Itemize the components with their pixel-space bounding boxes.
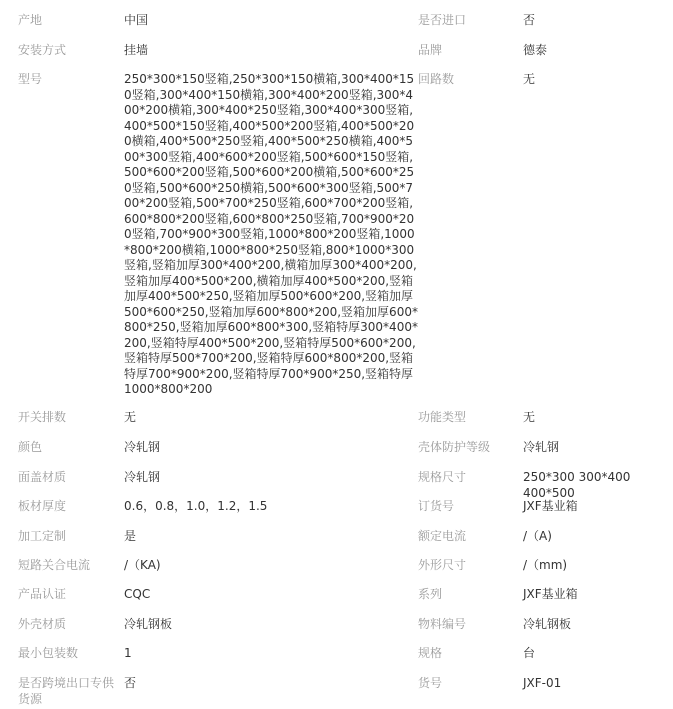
spec-label: 外形尺寸 [418,558,467,572]
spec-label: 外壳材质 [18,617,67,631]
spec-row [0,410,673,426]
spec-label: 产品认证 [18,587,67,601]
spec-row [0,617,673,633]
spec-value: 挂墙 [124,43,149,57]
spec-value: CQC [124,587,151,601]
spec-label: 面盖材质 [18,470,67,484]
spec-label: 额定电流 [418,529,467,543]
spec-value: JXF基业箱 [523,587,578,601]
spec-row [0,470,673,501]
spec-label: 回路数 [418,72,455,86]
spec-label: 是否进口 [418,13,467,27]
spec-label: 加工定制 [18,529,67,543]
spec-label: 品牌 [418,43,443,57]
spec-label: 壳体防护等级 [418,440,491,454]
spec-value: 冷轧钢 [124,470,161,484]
spec-value: /（A) [523,529,552,543]
spec-value: 无 [523,410,536,424]
spec-value: 德泰 [523,43,548,57]
spec-value: 是 [124,529,137,543]
spec-row [0,13,673,29]
spec-value: JXF基业箱 [523,499,578,513]
spec-row [0,440,673,456]
spec-label: 规格尺寸 [418,470,467,484]
spec-value: 1 [124,646,132,660]
spec-value: 否 [124,676,137,690]
spec-label: 短路关合电流 [18,558,91,572]
spec-label: 货号 [418,676,443,690]
spec-value: /（mm) [523,558,568,572]
spec-value: 冷轧钢 [523,440,560,454]
spec-label: 系列 [418,587,443,601]
spec-label: 产地 [18,13,43,27]
spec-label: 型号 [18,72,43,86]
spec-row [0,676,673,707]
spec-label: 是否跨境出口专供货源 [18,676,115,706]
spec-row [0,72,673,398]
spec-label: 颜色 [18,440,43,454]
spec-value: 0.6，0.8，1.0，1.2，1.5 [124,499,268,513]
spec-value: 冷轧钢板 [523,617,572,631]
spec-row [0,558,673,574]
spec-label: 最小包装数 [18,646,79,660]
spec-value-model-list: 250*300*150竖箱,250*300*150横箱,300*400*150竖箱,300*400*150横箱,300*400*200竖箱,300*400*200横箱,300*400*250竖箱,300*400*300竖箱,400*500*150竖箱,400*500*200竖箱,400*500*200横箱,400*500*250竖箱,400*500*250横箱,400*500*300竖箱,400*600*200竖箱,500*600*150竖箱,500*600*200竖箱,500*600*200横箱,500*600*250竖箱,500*600*250横箱,500*600*300竖箱,500*700*200竖箱,500*700*250竖箱,600*700*200竖箱,600*800*200竖箱,600*800*250竖箱,700*900*200竖箱,700*900*300竖箱,1000*800*200竖箱,1000*800*200横箱,1000*800*250竖箱,800*1000*300竖箱,竖箱加厚300*400*200,横箱加厚300*400*200,竖箱加厚400*500*200,横箱加厚400*500*200,竖箱加厚400*500*250,竖箱加厚500*600*200,竖箱加厚500*600*250,竖箱加厚600*800*200,竖箱加厚600*800*250,竖箱加厚600*800*300,竖箱特厚300*400*200,竖箱特厚400*500*200,竖箱特厚500*600*200,竖箱特厚500*700*200,竖箱特厚600*800*200,竖箱特厚700*900*200,竖箱特厚700*900*250,竖箱特厚1000*800*200 [124,72,418,396]
spec-label: 板材厚度 [18,499,67,513]
spec-row [0,499,673,515]
spec-label: 功能类型 [418,410,467,424]
spec-value: 台 [523,646,536,660]
spec-value: 250*300 300*400 400*500 [523,470,631,500]
spec-row [0,646,673,662]
spec-label: 安装方式 [18,43,67,57]
spec-label: 订货号 [418,499,455,513]
spec-value: 冷轧钢 [124,440,161,454]
spec-value: /（KA) [124,558,161,572]
spec-value: 否 [523,13,536,27]
spec-value: 无 [523,72,536,86]
spec-row [0,529,673,545]
spec-label: 开关排数 [18,410,67,424]
spec-value: 中国 [124,13,149,27]
spec-value: 无 [124,410,137,424]
spec-label: 物料编号 [418,617,467,631]
spec-label: 规格 [418,646,443,660]
spec-row [0,587,673,603]
spec-row [0,43,673,59]
spec-value: 冷轧钢板 [124,617,173,631]
spec-value: JXF-01 [523,676,562,690]
